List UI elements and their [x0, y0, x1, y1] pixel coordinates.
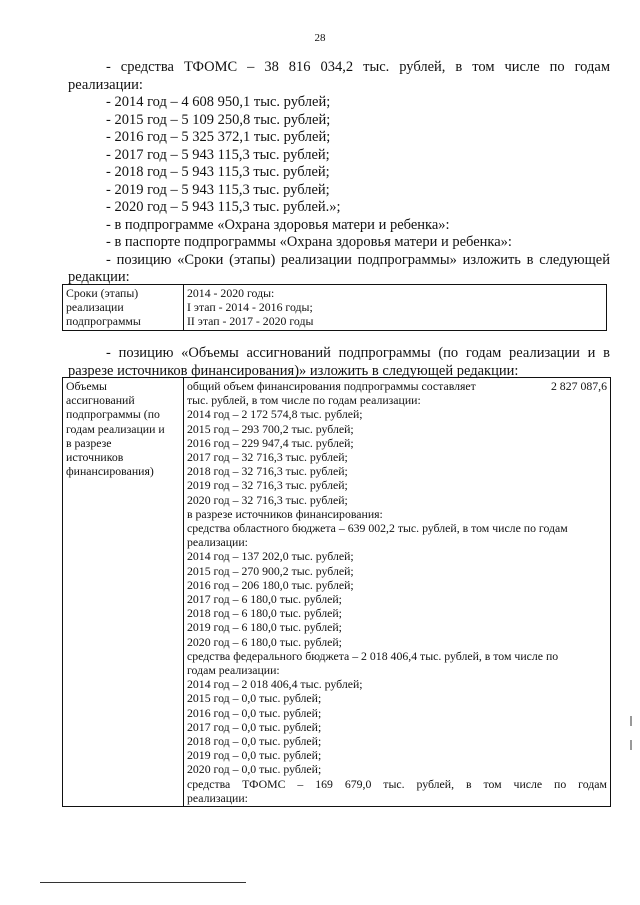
federal-line: средства федерального бюджета – 2 018 406,4 тыс. рублей, в том числе по — [187, 648, 559, 663]
year-line: 2018 год – 6 180,0 тыс. рублей; — [187, 606, 342, 621]
subprogram-line: - в подпрограмме «Охрана здоровья матери и ребенка»: — [106, 216, 450, 233]
page-number: 28 — [314, 32, 326, 44]
year-line: 2020 год – 32 716,3 тыс. рублей; — [187, 492, 348, 507]
allocation-value-cell: общий объем финансирования подпрограммы составляет 2 827 087,6 тыс. рублей, в том числе по годам реализации: 2014 год – 2 172 574,8 тыс. рублей; 2015 год – 293 700,2 тыс. рублей; 2016 год – 229 947,4 тыс. рублей; 2017 год – 32 716,3 тыс. рублей; 2018 год – 32 716,3 тыс. рублей; 2019 год – 32 716,3 тыс. рублей; 2020 год – 32 716,3 тыс. рублей; в разрезе источников финансирования: средства областного бюджета – 639 002,2 тыс. рублей, в том числе по годам реализации: 2014 год – 137 202,0 тыс. рублей; 2015 год – 270 900,2 тыс. рублей; 2016 год – 206 180,0 тыс. рублей; 2017 год – 6 180,0 тыс. рублей; 2018 год – 6 180,0 тыс. рублей; 2019 год – 6 180,0 тыс. рублей; 2020 год – 6 180,0 тыс. рублей; средства федерального бюджета – 2 018 406,4 тыс. рублей, в том числе по годам реализации: 2014 год – 2 018 406,4 тыс. рублей; 2015 год – 0,0 тыс. рублей; 2016 год – 0,0 тыс. рублей; 2017 год – 0,0 тыс. рублей; 2018 год – 0,0 тыс. рублей; 2019 год – 0,0 тыс. рублей; 2020 год – 0,0 тыс. рублей; средства ТФОМС – 169 679,0 тыс. рублей, в том числе по годам реализации: — [184, 378, 611, 807]
allocation-line-cont: разрезе источников финансирования)» изложить в следующей редакции: — [68, 362, 519, 379]
timeline-label-cell: Сроки (этапы) реализации подпрограммы — [63, 285, 184, 331]
sources-heading: в разрезе источников финансирования: — [187, 506, 383, 521]
year-line: - 2015 год – 5 109 250,8 тыс. рублей; — [106, 111, 331, 128]
year-line: - 2018 год – 5 943 115,3 тыс. рублей; — [106, 164, 330, 180]
margin-mark — [630, 716, 632, 726]
year-line: - 2016 год – 5 325 372,1 тыс. рублей; — [106, 129, 331, 145]
year-line: - 2017 год – 5 943 115,3 тыс. рублей; — [106, 146, 330, 163]
year-line: 2019 год – 6 180,0 тыс. рублей; — [187, 620, 342, 635]
year-line: - 2020 год – 5 943 115,3 тыс. рублей.»; — [106, 199, 341, 215]
total-text: общий объем финансирования подпрограммы составляет — [187, 379, 476, 393]
total-line — [187, 379, 607, 393]
allocation-line: - позицию «Объемы ассигнований подпрограммы (по годам реализации и в — [106, 345, 610, 361]
year-line: 2018 год – 0,0 тыс. рублей; — [187, 734, 322, 749]
year-line: 2018 год – 32 716,3 тыс. рублей; — [187, 464, 348, 479]
year-line: 2017 год – 0,0 тыс. рублей; — [187, 719, 322, 734]
tfoms-total-line-cont: реализации: — [68, 76, 143, 93]
timeline-value-cell: 2014 - 2020 годы: I этап - 2014 - 2016 годы; II этап - 2017 - 2020 годы — [184, 285, 607, 331]
year-line: 2020 год – 6 180,0 тыс. рублей; — [187, 634, 342, 649]
year-line: 2016 год – 206 180,0 тыс. рублей; — [187, 577, 354, 592]
year-line: 2015 год – 0,0 тыс. рублей; — [187, 691, 322, 706]
allocation-intro — [68, 345, 610, 380]
margin-mark — [630, 740, 632, 750]
year-line: 2015 год – 270 900,2 тыс. рублей; — [187, 563, 354, 578]
year-line: 2014 год – 2 172 574,8 тыс. рублей; — [187, 407, 363, 422]
year-line: 2014 год – 137 202,0 тыс. рублей; — [187, 549, 354, 564]
intro-block — [68, 59, 610, 287]
position-line-cont: редакции: — [68, 269, 130, 285]
year-line: 2017 год – 6 180,0 тыс. рублей; — [187, 592, 342, 607]
regional-line: средства областного бюджета – 639 002,2 тыс. рублей, в том числе по годам — [187, 521, 568, 536]
tfoms-line: средства ТФОМС – 169 679,0 тыс. рублей, в том числе по годам — [187, 776, 607, 791]
year-line: - 2014 год – 4 608 950,1 тыс. рублей; — [106, 94, 331, 110]
year-line: 2019 год – 0,0 тыс. рублей; — [187, 748, 322, 763]
year-line: 2019 год – 32 716,3 тыс. рублей; — [187, 478, 348, 493]
timeline-table — [62, 284, 607, 331]
year-line: 2016 год – 0,0 тыс. рублей; — [187, 705, 322, 720]
footer-rule — [40, 882, 246, 883]
year-line: 2015 год – 293 700,2 тыс. рублей; — [187, 421, 354, 436]
position-line: - позицию «Сроки (этапы) реализации подпрограммы» изложить в следующей — [106, 251, 610, 268]
tfoms-total-line: - средства ТФОМС – 38 816 034,2 тыс. рублей, в том числе по годам — [106, 59, 610, 75]
year-line: 2016 год – 229 947,4 тыс. рублей; — [187, 435, 354, 450]
total-amount: 2 827 087,6 — [550, 379, 607, 393]
allocation-table — [62, 377, 611, 807]
year-line: 2020 год – 0,0 тыс. рублей; — [187, 762, 322, 777]
passport-line: - в паспорте подпрограммы «Охрана здоровья матери и ребенка»: — [106, 234, 512, 250]
year-line: - 2019 год – 5 943 115,3 тыс. рублей; — [106, 181, 330, 198]
year-line: 2014 год – 2 018 406,4 тыс. рублей; — [187, 677, 363, 692]
allocation-label-cell: Объемы ассигнований подпрограммы (по годам реализации и в разрезе источников финансирования) — [63, 378, 184, 807]
year-line: 2017 год – 32 716,3 тыс. рублей; — [187, 450, 348, 465]
